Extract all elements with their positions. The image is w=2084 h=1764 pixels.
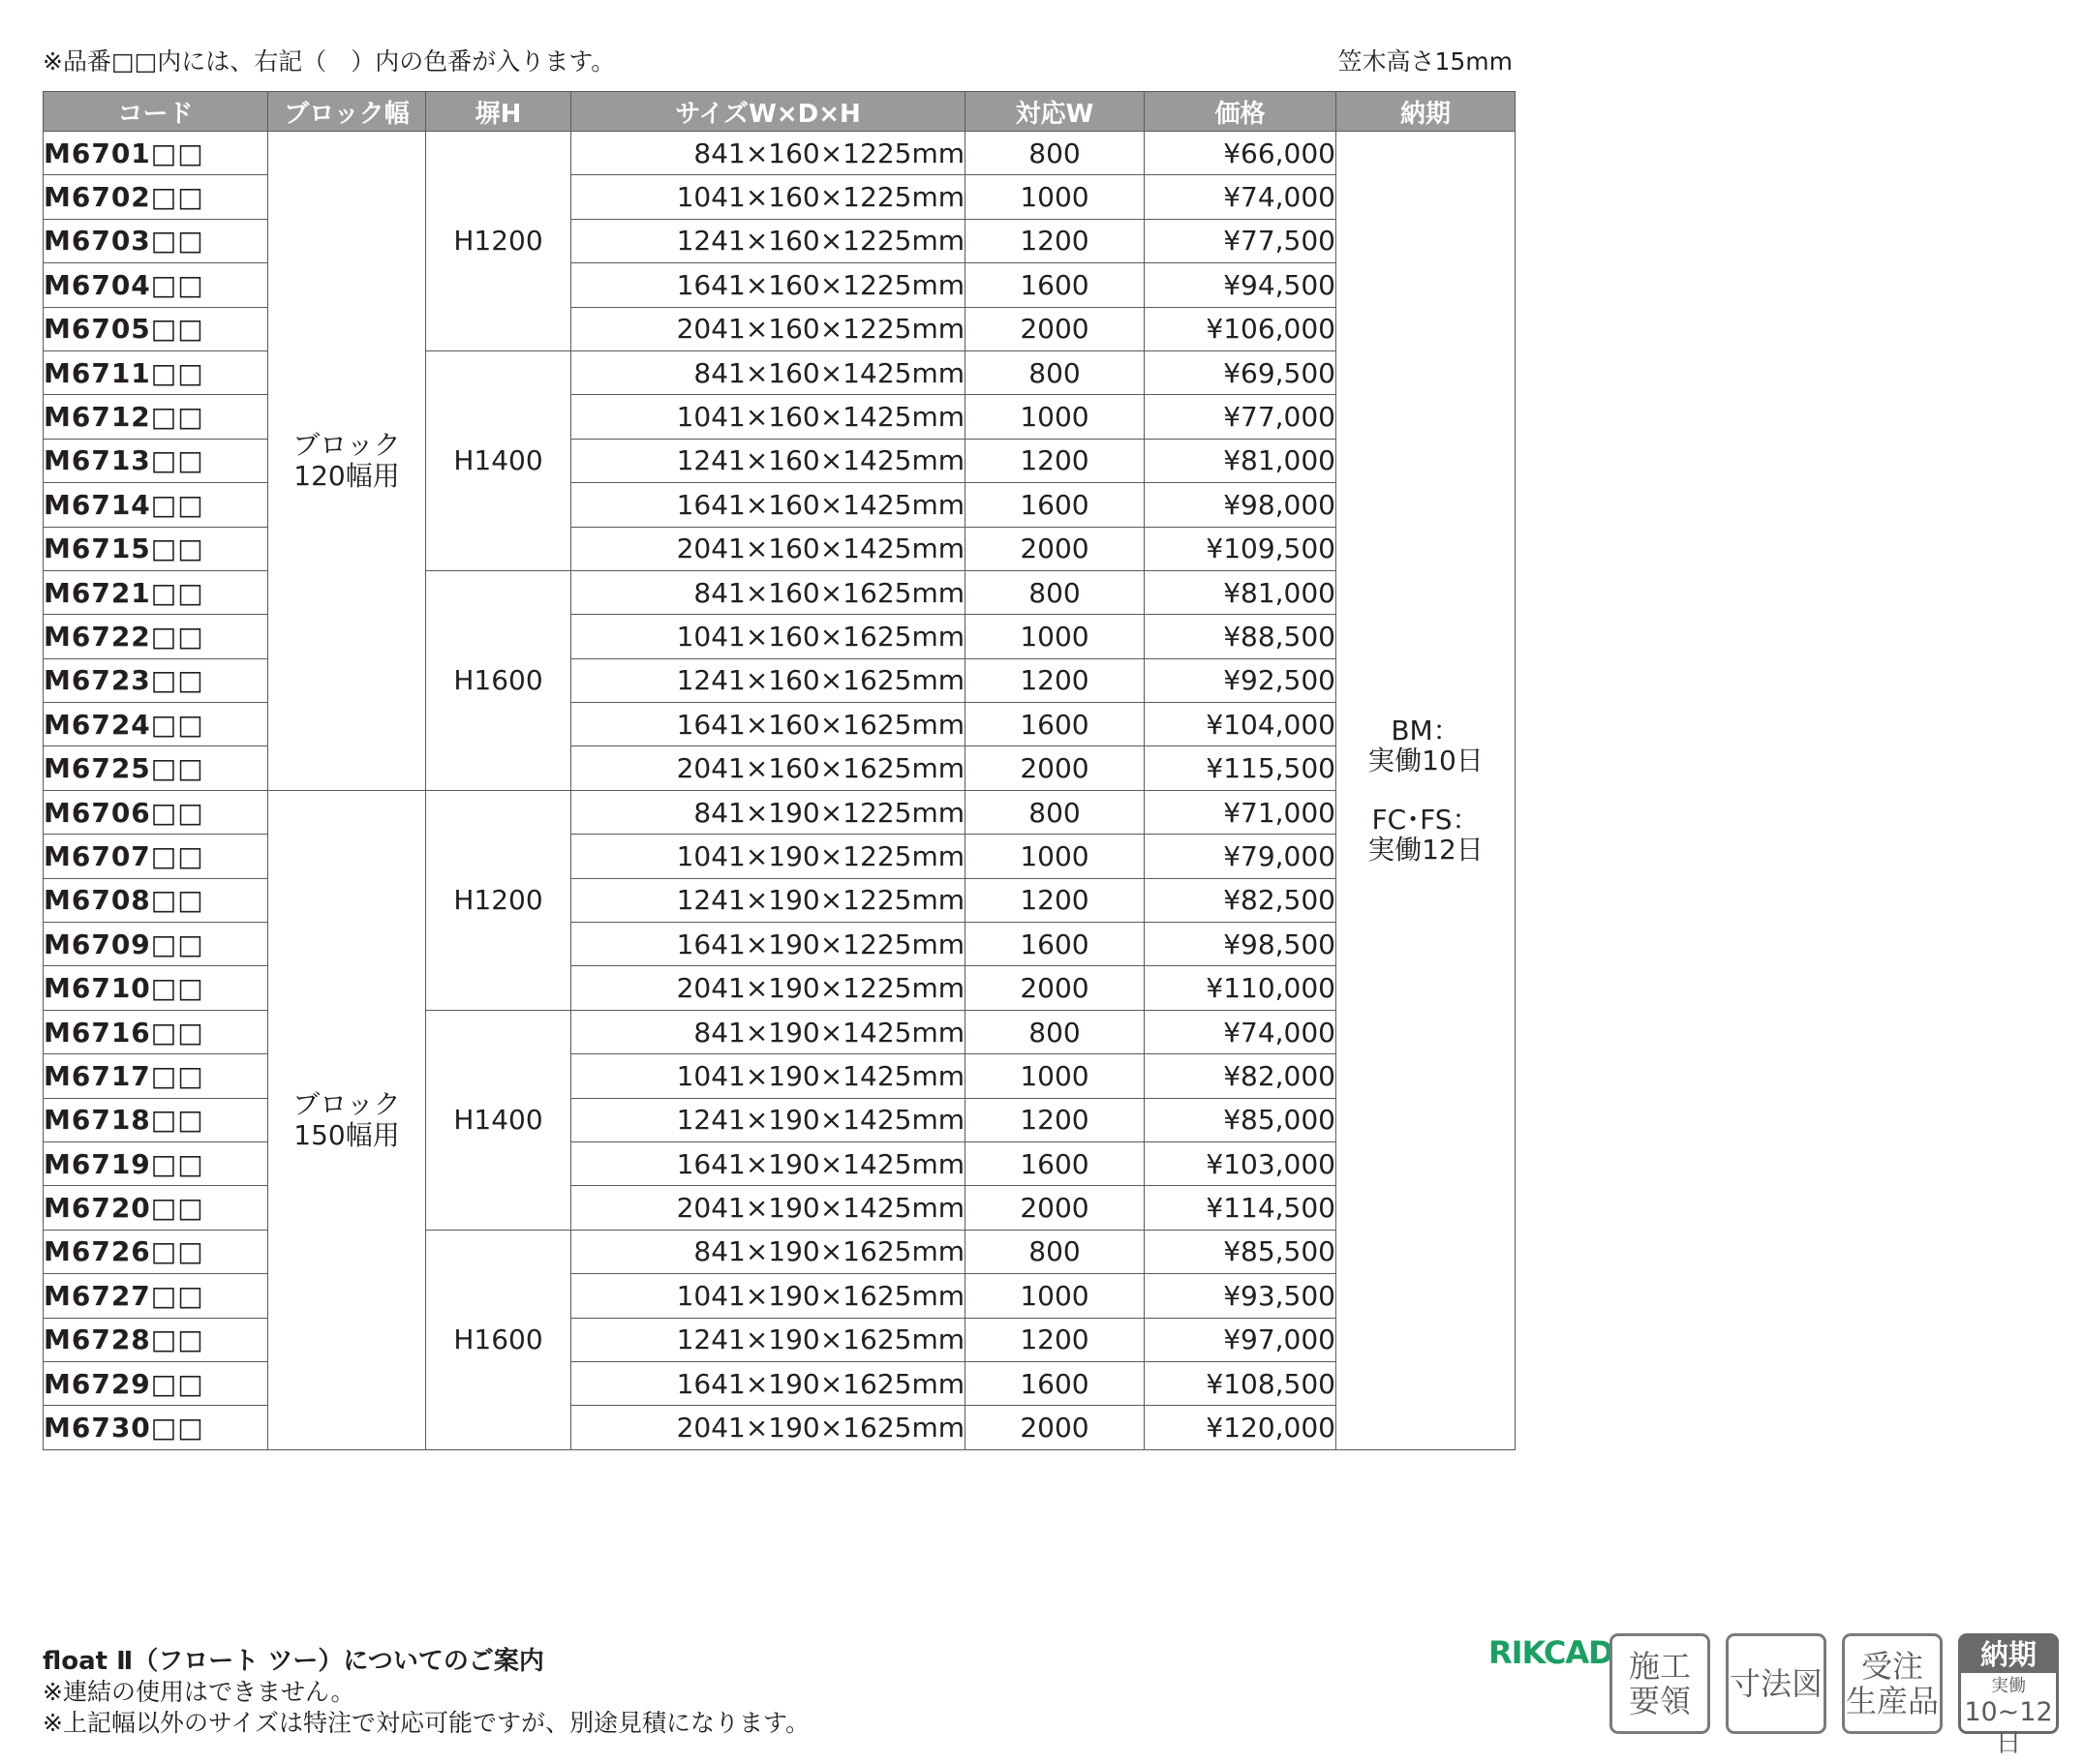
color-code-note: ※品番□□内には、右記（ ）内の色番が入ります。 <box>43 47 616 76</box>
price-cell: ¥104,000 <box>1145 703 1336 746</box>
table-row <box>44 527 1516 570</box>
product-code: M6702□□ <box>44 175 268 219</box>
width-cell: 1600 <box>965 263 1145 307</box>
price-cell: ¥71,000 <box>1145 790 1336 834</box>
product-code: M6718□□ <box>44 1098 268 1141</box>
cap-height-note: 笠木高さ15mm <box>1337 47 1513 76</box>
table-row <box>44 263 1516 307</box>
size-cell: 1641×190×1625mm <box>571 1361 965 1405</box>
table-row <box>44 1010 1516 1053</box>
product-code: M6711□□ <box>44 350 268 394</box>
table-row <box>44 1406 1516 1449</box>
product-code: M6710□□ <box>44 966 268 1010</box>
width-cell: 1000 <box>965 1274 1145 1318</box>
header-wall-height: 塀H <box>426 92 571 132</box>
wall-height-group: H1400 <box>426 1010 571 1230</box>
width-cell: 800 <box>965 1230 1145 1273</box>
size-cell: 841×190×1625mm <box>571 1230 965 1273</box>
width-cell: 1200 <box>965 658 1145 702</box>
width-cell: 1000 <box>965 835 1145 878</box>
width-cell: 800 <box>965 570 1145 614</box>
table-row <box>44 307 1516 350</box>
product-code: M6717□□ <box>44 1054 268 1098</box>
block-width-group: ブロック 150幅用 <box>268 790 426 1449</box>
size-cell: 2041×190×1225mm <box>571 966 965 1010</box>
made-to-order-badge <box>1842 1633 1943 1734</box>
wall-height-group: H1600 <box>426 1230 571 1449</box>
price-cell: ¥114,500 <box>1145 1186 1336 1230</box>
size-cell: 2041×190×1625mm <box>571 1406 965 1449</box>
price-cell: ¥69,500 <box>1145 350 1336 394</box>
table-row <box>44 132 1516 175</box>
table-row <box>44 350 1516 394</box>
table-row <box>44 878 1516 922</box>
badge-text: 生産品 <box>1845 1683 1939 1719</box>
size-cell: 1041×160×1425mm <box>571 395 965 439</box>
price-cell: ¥106,000 <box>1145 307 1336 350</box>
badge-text: 寸法図 <box>1729 1665 1823 1702</box>
size-cell: 1041×190×1225mm <box>571 835 965 878</box>
product-code: M6728□□ <box>44 1318 268 1361</box>
product-code: M6725□□ <box>44 746 268 790</box>
table-row <box>44 483 1516 527</box>
price-cell: ¥81,000 <box>1145 439 1336 482</box>
price-cell: ¥82,000 <box>1145 1054 1336 1098</box>
wall-height-group: H1600 <box>426 570 571 790</box>
table-row <box>44 923 1516 966</box>
width-cell: 2000 <box>965 1186 1145 1230</box>
width-cell: 2000 <box>965 527 1145 570</box>
table-row <box>44 658 1516 702</box>
table-row <box>44 1141 1516 1185</box>
size-cell: 841×160×1425mm <box>571 350 965 394</box>
size-cell: 2041×160×1625mm <box>571 746 965 790</box>
badge-value: 10~12日 <box>1964 1697 2053 1758</box>
product-code: M6706□□ <box>44 790 268 834</box>
footer-notes <box>43 1646 810 1739</box>
table-row <box>44 615 1516 658</box>
product-code: M6703□□ <box>44 219 268 262</box>
price-cell: ¥109,500 <box>1145 527 1336 570</box>
table-row <box>44 1098 1516 1141</box>
product-code: M6724□□ <box>44 703 268 746</box>
table-row <box>44 790 1516 834</box>
badge-title: 納期 <box>1961 1636 2056 1673</box>
table-row <box>44 219 1516 262</box>
price-cell: ¥74,000 <box>1145 175 1336 219</box>
table-row <box>44 1318 1516 1361</box>
price-cell: ¥115,500 <box>1145 746 1336 790</box>
footer-title: float Ⅱ（フロート ツー）についてのご案内 <box>43 1647 544 1676</box>
width-cell: 1600 <box>965 703 1145 746</box>
price-table <box>43 91 1516 1450</box>
size-cell: 2041×160×1425mm <box>571 527 965 570</box>
size-cell: 841×160×1225mm <box>571 132 965 175</box>
product-code: M6713□□ <box>44 439 268 482</box>
size-cell: 1041×160×1625mm <box>571 615 965 658</box>
price-cell: ¥108,500 <box>1145 1361 1336 1405</box>
width-cell: 1600 <box>965 923 1145 966</box>
width-cell: 2000 <box>965 746 1145 790</box>
wall-height-group: H1200 <box>426 790 571 1010</box>
product-code: M6729□□ <box>44 1361 268 1405</box>
product-code: M6721□□ <box>44 570 268 614</box>
badge-text: 要領 <box>1628 1683 1691 1719</box>
product-code: M6726□□ <box>44 1230 268 1273</box>
size-cell: 1641×190×1225mm <box>571 923 965 966</box>
price-cell: ¥98,000 <box>1145 483 1336 527</box>
product-code: M6707□□ <box>44 835 268 878</box>
price-cell: ¥97,000 <box>1145 1318 1336 1361</box>
width-cell: 1000 <box>965 175 1145 219</box>
footer-line-1: ※連結の使用はできません。 <box>43 1678 355 1706</box>
width-cell: 2000 <box>965 966 1145 1010</box>
product-code: M6730□□ <box>44 1406 268 1449</box>
lead-time-line: FC･FS： <box>1371 804 1480 836</box>
size-cell: 841×190×1425mm <box>571 1010 965 1053</box>
dimension-drawing-badge <box>1726 1633 1826 1734</box>
width-cell: 800 <box>965 1010 1145 1053</box>
footer-line-2: ※上記幅以外のサイズは特注で対応可能ですが、別途見積になります。 <box>43 1709 810 1737</box>
product-code: M6716□□ <box>44 1010 268 1053</box>
size-cell: 1041×190×1425mm <box>571 1054 965 1098</box>
product-code: M6701□□ <box>44 132 268 175</box>
width-cell: 1600 <box>965 483 1145 527</box>
size-cell: 1041×160×1225mm <box>571 175 965 219</box>
price-cell: ¥110,000 <box>1145 966 1336 1010</box>
header-width: 対応W <box>965 92 1145 132</box>
size-cell: 1641×190×1425mm <box>571 1141 965 1185</box>
product-code: M6705□□ <box>44 307 268 350</box>
product-code: M6704□□ <box>44 263 268 307</box>
size-cell: 1241×190×1425mm <box>571 1098 965 1141</box>
product-code: M6708□□ <box>44 878 268 922</box>
price-cell: ¥74,000 <box>1145 1010 1336 1053</box>
header-block-width: ブロック幅 <box>268 92 426 132</box>
width-cell: 1000 <box>965 1054 1145 1098</box>
table-row <box>44 1361 1516 1405</box>
header-lead-time: 納期 <box>1336 92 1516 132</box>
width-cell: 1200 <box>965 1318 1145 1361</box>
header-size: サイズW×D×H <box>571 92 965 132</box>
table-row <box>44 570 1516 614</box>
table-row <box>44 1274 1516 1318</box>
table-body <box>44 132 1516 1450</box>
table-row <box>44 1230 1516 1273</box>
price-cell: ¥92,500 <box>1145 658 1336 702</box>
size-cell: 841×160×1625mm <box>571 570 965 614</box>
size-cell: 1641×160×1425mm <box>571 483 965 527</box>
width-cell: 1200 <box>965 219 1145 262</box>
price-cell: ¥120,000 <box>1145 1406 1336 1449</box>
lead-time-badge <box>1958 1633 2059 1758</box>
table-row <box>44 439 1516 482</box>
width-cell: 1200 <box>965 439 1145 482</box>
price-cell: ¥103,000 <box>1145 1141 1336 1185</box>
rikcad-logo: RIKCAD <box>1488 1634 1613 1671</box>
price-cell: ¥85,500 <box>1145 1230 1336 1273</box>
size-cell: 2041×190×1425mm <box>571 1186 965 1230</box>
table-row <box>44 1186 1516 1230</box>
badge-text: 施工 <box>1628 1648 1691 1685</box>
header-price: 価格 <box>1145 92 1336 132</box>
width-cell: 800 <box>965 350 1145 394</box>
product-code: M6714□□ <box>44 483 268 527</box>
size-cell: 2041×160×1225mm <box>571 307 965 350</box>
size-cell: 1641×160×1625mm <box>571 703 965 746</box>
construction-guide-badge <box>1609 1633 1710 1734</box>
price-cell: ¥81,000 <box>1145 570 1336 614</box>
width-cell: 1000 <box>965 615 1145 658</box>
header-code: コード <box>44 92 268 132</box>
block-width-group: ブロック 120幅用 <box>268 132 426 791</box>
size-cell: 1641×160×1225mm <box>571 263 965 307</box>
table-header-row <box>44 92 1516 132</box>
size-cell: 1241×190×1625mm <box>571 1318 965 1361</box>
size-cell: 1241×160×1225mm <box>571 219 965 262</box>
price-cell: ¥98,500 <box>1145 923 1336 966</box>
width-cell: 1200 <box>965 1098 1145 1141</box>
width-cell: 800 <box>965 790 1145 834</box>
product-code: M6709□□ <box>44 923 268 966</box>
table-row <box>44 835 1516 878</box>
width-cell: 1600 <box>965 1361 1145 1405</box>
price-cell: ¥88,500 <box>1145 615 1336 658</box>
product-code: M6722□□ <box>44 615 268 658</box>
lead-time-line: 実働12日 <box>1367 834 1484 867</box>
price-cell: ¥85,000 <box>1145 1098 1336 1141</box>
lead-time-cell <box>1336 132 1516 1450</box>
product-code: M6712□□ <box>44 395 268 439</box>
price-cell: ¥77,000 <box>1145 395 1336 439</box>
size-cell: 1241×160×1625mm <box>571 658 965 702</box>
price-cell: ¥82,500 <box>1145 878 1336 922</box>
badge-text: 受注 <box>1860 1648 1923 1685</box>
product-code: M6715□□ <box>44 527 268 570</box>
wall-height-group: H1400 <box>426 350 571 570</box>
product-code: M6723□□ <box>44 658 268 702</box>
width-cell: 2000 <box>965 1406 1145 1449</box>
size-cell: 1241×160×1425mm <box>571 439 965 482</box>
table-row <box>44 746 1516 790</box>
price-cell: ¥66,000 <box>1145 132 1336 175</box>
width-cell: 1000 <box>965 395 1145 439</box>
table-row <box>44 703 1516 746</box>
price-cell: ¥94,500 <box>1145 263 1336 307</box>
width-cell: 1600 <box>965 1141 1145 1185</box>
size-cell: 841×190×1225mm <box>571 790 965 834</box>
table-row <box>44 966 1516 1010</box>
width-cell: 2000 <box>965 307 1145 350</box>
product-code: M6719□□ <box>44 1141 268 1185</box>
wall-height-group: H1200 <box>426 132 571 351</box>
lead-time-gap <box>1336 776 1515 805</box>
price-cell: ¥77,500 <box>1145 219 1336 262</box>
price-cell: ¥93,500 <box>1145 1274 1336 1318</box>
product-code: M6727□□ <box>44 1274 268 1318</box>
lead-time-line: 実働10日 <box>1367 745 1484 777</box>
table-row <box>44 1054 1516 1098</box>
size-cell: 1241×190×1225mm <box>571 878 965 922</box>
size-cell: 1041×190×1625mm <box>571 1274 965 1318</box>
lead-time-line: BM： <box>1391 715 1460 747</box>
width-cell: 1200 <box>965 878 1145 922</box>
product-code: M6720□□ <box>44 1186 268 1230</box>
table-row <box>44 175 1516 219</box>
badge-sub: 実働 <box>1991 1676 2026 1696</box>
table-row <box>44 395 1516 439</box>
price-cell: ¥79,000 <box>1145 835 1336 878</box>
width-cell: 800 <box>965 132 1145 175</box>
